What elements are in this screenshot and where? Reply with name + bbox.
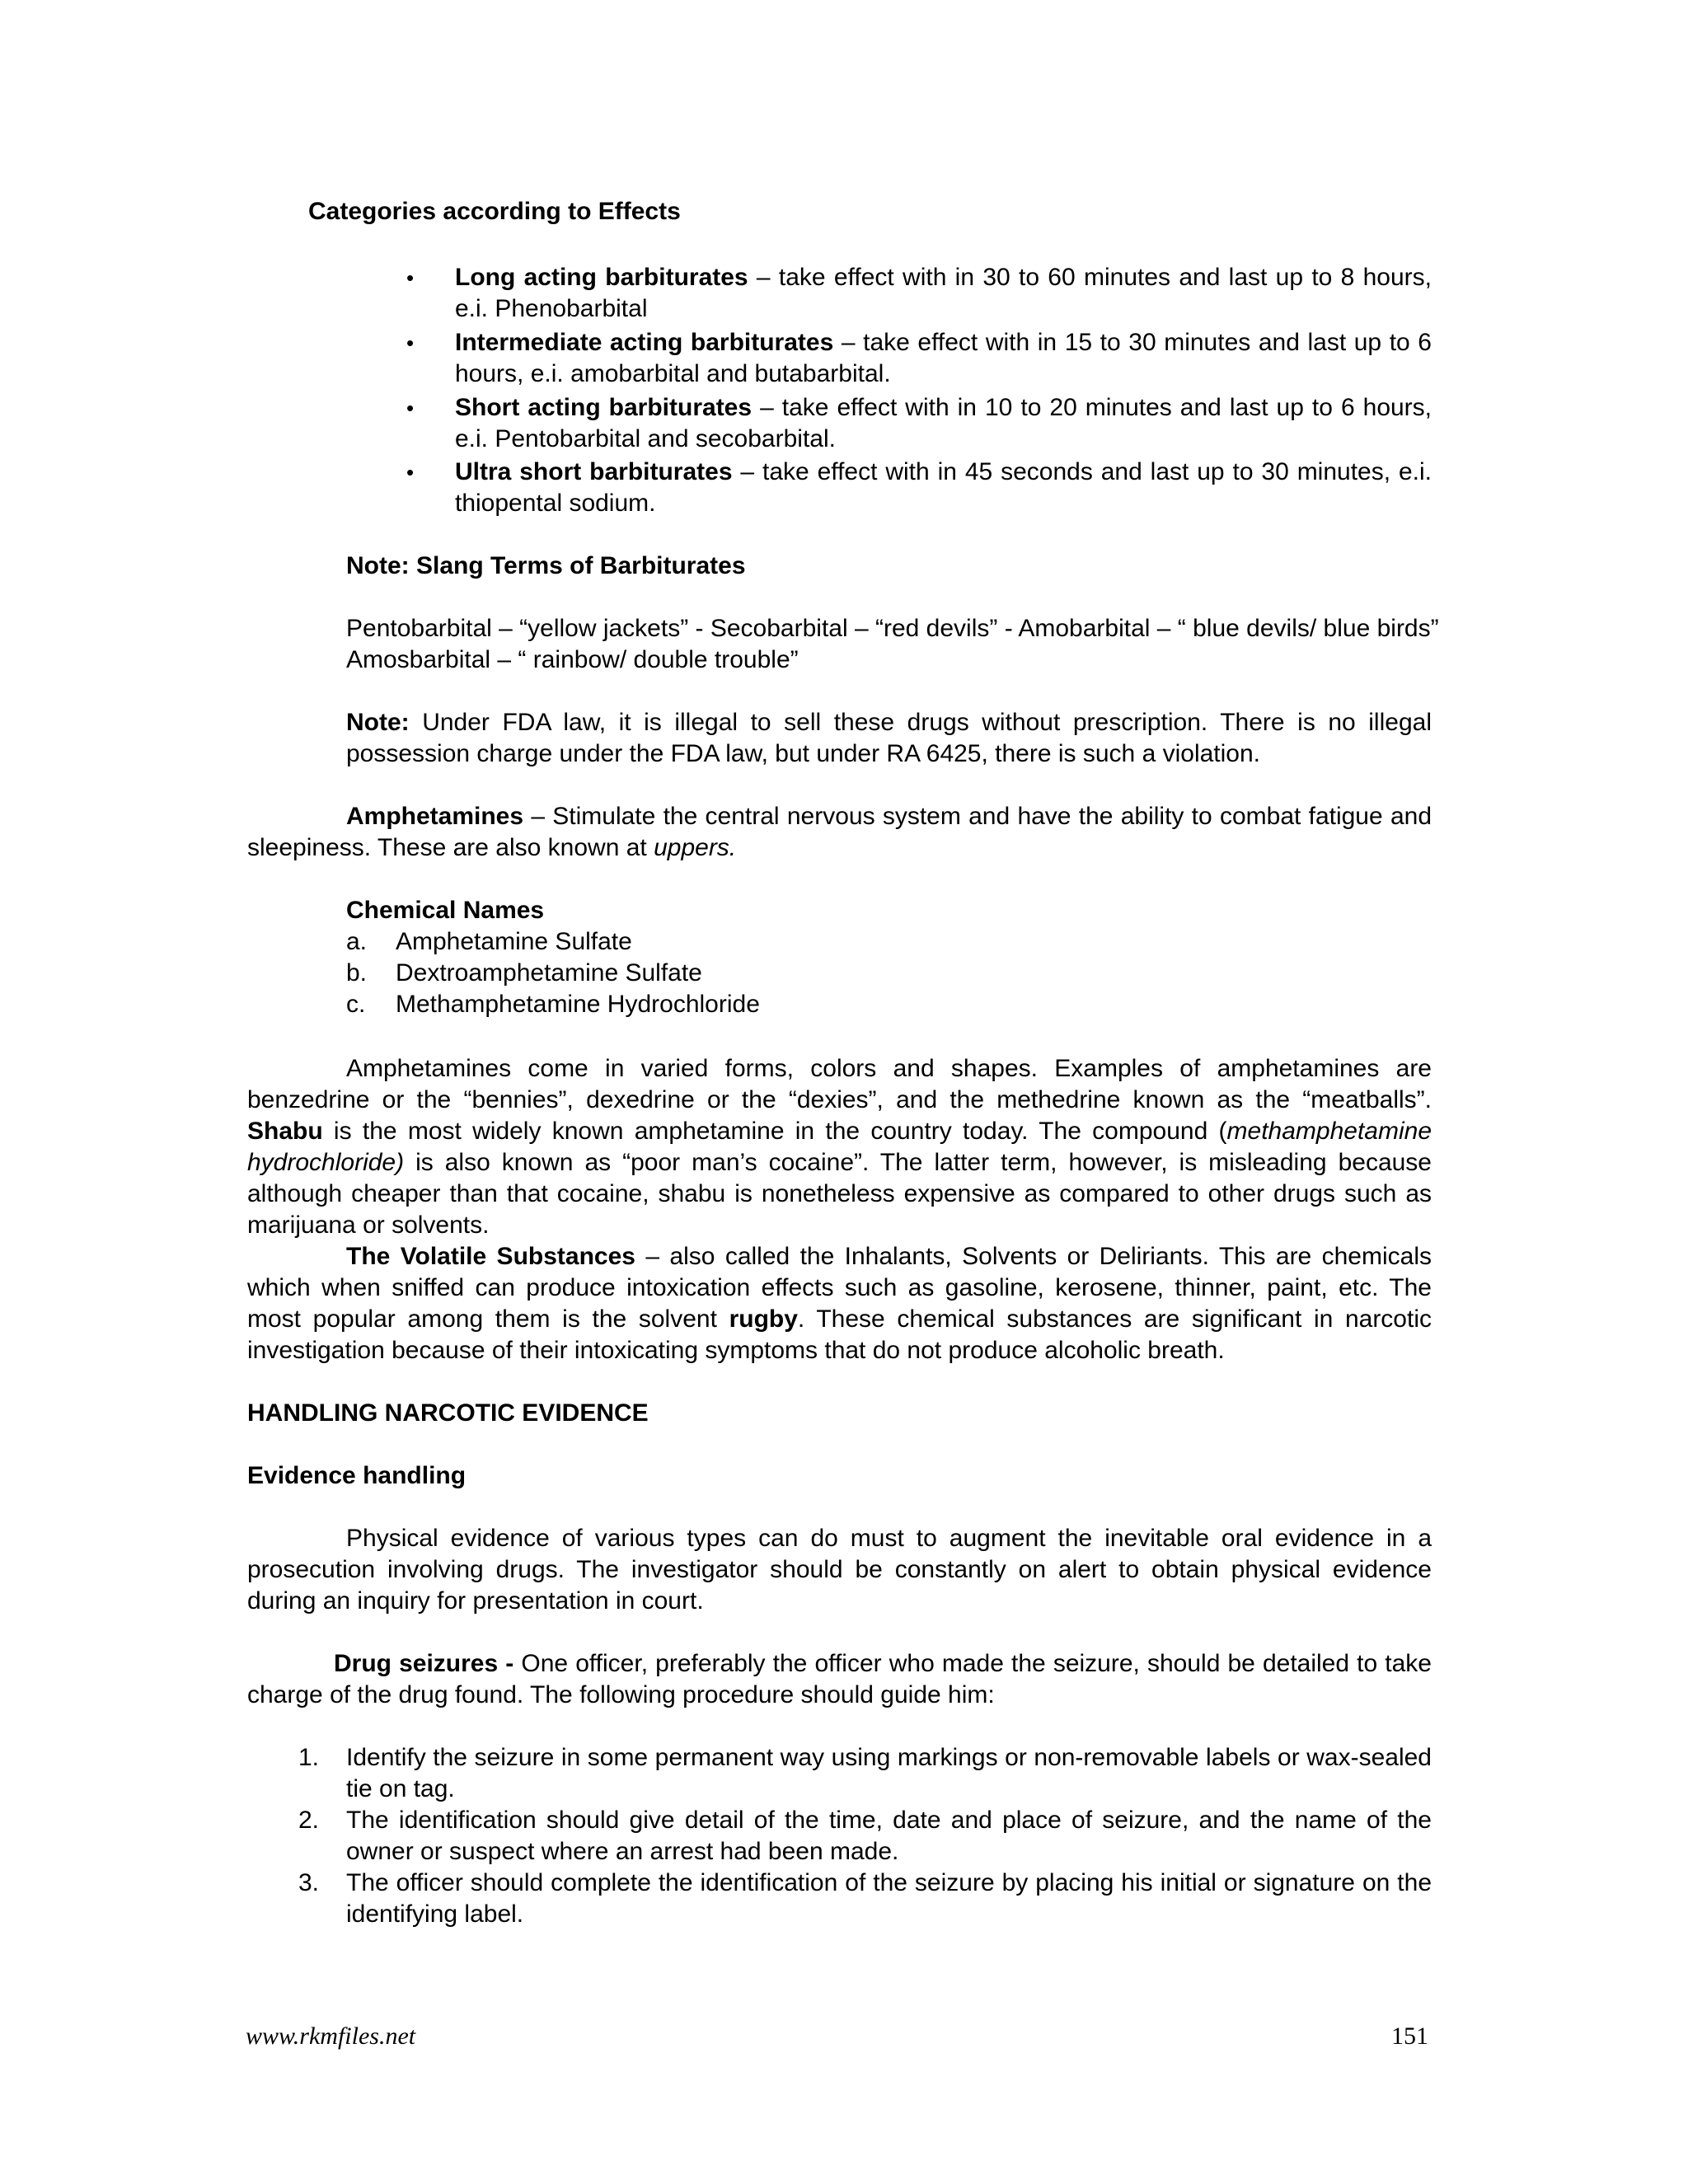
paragraph-text: One officer, preferably the officer who made the seizure, should be detailed to take charge of the drug found. The following procedure should guide him: xyxy=(247,1650,1432,1708)
procedure-step: The identification should give detail of the time, date and place of seizure, and the name of the owner or suspect where an arrest had been made. xyxy=(346,1807,1432,1865)
bullet-term: Ultra short barbiturates xyxy=(455,458,733,485)
categories-heading: Categories according to Effects xyxy=(308,198,681,225)
paragraph-text: is also known as “poor man’s cocaine”. The latter term, however, is misleading because although cheaper than that cocaine, shabu is nonetheless expensive as compared to other drugs such as marijuana or solvents. xyxy=(247,1149,1432,1239)
bullet-item-long-acting xyxy=(455,262,1432,325)
bullet-item-intermediate-acting xyxy=(455,327,1432,390)
list-marker: c. xyxy=(346,991,366,1018)
drug-seizures-term: Drug seizures - xyxy=(334,1650,514,1677)
note-label: Note: xyxy=(346,709,410,736)
slang-line-2: Amosbarbital – “ rainbow/ double trouble” xyxy=(346,646,799,673)
bullet-icon: • xyxy=(406,396,415,420)
amphetamines-forms-paragraph xyxy=(247,1053,1432,1241)
evidence-handling-heading: Evidence handling xyxy=(247,1462,467,1489)
amphetamines-text: – Stimulate the central nervous system and have the ability to combat fatigue and sleepiness. These are also known at xyxy=(247,803,1432,861)
amphetamines-term: Amphetamines xyxy=(346,803,524,830)
uppers-text: uppers. xyxy=(654,834,737,861)
procedure-step: Identify the seizure in some permanent way using markings or non-removable labels or wax-sealed tie on tag. xyxy=(346,1744,1432,1802)
bullet-text: – take effect with in 45 seconds and last up to 30 minutes, e.i. thiopental sodium. xyxy=(455,458,1432,517)
bullet-icon: • xyxy=(406,460,415,485)
chemical-name-item: Methamphetamine Hydrochloride xyxy=(396,991,760,1018)
amphetamines-paragraph xyxy=(247,801,1432,864)
volatile-term: The Volatile Substances xyxy=(346,1243,635,1270)
list-marker: 2. xyxy=(298,1807,320,1834)
bullet-text: – take effect with in 30 to 60 minutes and last up to 8 hours, e.i. Phenobarbital xyxy=(455,264,1432,322)
bullet-term: Intermediate acting barbiturates xyxy=(455,329,834,356)
procedure-step: The officer should complete the identification of the seizure by placing his initial or signature on the identifying label. xyxy=(346,1869,1432,1928)
chemical-name-item: Amphetamine Sulfate xyxy=(396,928,632,955)
bullet-term: Short acting barbiturates xyxy=(455,394,753,421)
handling-heading: HANDLING NARCOTIC EVIDENCE xyxy=(247,1399,649,1427)
bullet-text: – take effect with in 15 to 30 minutes and last up to 6 hours, e.i. amobarbital and butabarbital. xyxy=(455,329,1432,387)
shabu-term: Shabu xyxy=(247,1118,323,1145)
paragraph-text: – also called the Inhalants, Solvents or Deliriants. This are chemicals which when sniffed can produce intoxication effects such as gasoline, kerosene, thinner, paint, etc. The most popular among them is the solvent xyxy=(247,1243,1432,1333)
bullet-icon: • xyxy=(406,330,415,355)
footer-website: www.rkmfiles.net xyxy=(246,2022,416,2050)
list-marker: b. xyxy=(346,959,368,987)
paragraph-text: . These chemical substances are significant in narcotic investigation because of their intoxicating symptoms that do not produce alcoholic breath. xyxy=(247,1305,1432,1364)
paragraph-text: is the most widely known amphetamine in the country today. The compound ( xyxy=(322,1118,1227,1145)
rugby-term: rugby xyxy=(729,1305,798,1333)
bullet-item-ultra-short xyxy=(455,457,1432,519)
bullet-icon: • xyxy=(406,265,415,290)
slang-heading: Note: Slang Terms of Barbiturates xyxy=(346,552,746,579)
bullet-item-short-acting xyxy=(455,392,1432,455)
list-marker: a. xyxy=(346,928,368,955)
bullet-text: – take effect with in 10 to 20 minutes and last up to 6 hours, e.i. Pentobarbital and secobarbital. xyxy=(455,394,1432,452)
list-marker: 3. xyxy=(298,1869,320,1896)
paragraph-text: Amphetamines come in varied forms, colors and shapes. Examples of amphetamines are benzedrine or the “bennies”, dexedrine or the “dexies”, and the methedrine known as the “meatballs”. xyxy=(247,1055,1432,1113)
bullet-term: Long acting barbiturates xyxy=(455,264,748,291)
volatile-substances-paragraph xyxy=(247,1241,1432,1366)
note-text: Under FDA law, it is illegal to sell these drugs without prescription. There is no illegal possession charge under the FDA law, but under RA 6425, there is such a violation. xyxy=(346,709,1432,767)
slang-line-1: Pentobarbital – “yellow jackets” - Secobarbital – “red devils” - Amobarbital – “ blue devils/ blue birds” xyxy=(346,615,1439,642)
chemical-name-item: Dextroamphetamine Sulfate xyxy=(396,959,702,987)
list-marker: 1. xyxy=(298,1744,320,1771)
physical-evidence-paragraph: Physical evidence of various types can do must to augment the inevitable oral evidence in a prosecution involving drugs. The investigator should be constantly on alert to obtain physical evidence during an inquiry for presentation in court. xyxy=(247,1525,1432,1615)
fda-note xyxy=(346,707,1432,770)
drug-seizures-paragraph xyxy=(247,1648,1432,1711)
chemical-names-heading: Chemical Names xyxy=(346,897,545,924)
compound-name: methamphetamine hydrochloride) xyxy=(247,1118,1432,1176)
page-number: 151 xyxy=(1391,2022,1428,2050)
